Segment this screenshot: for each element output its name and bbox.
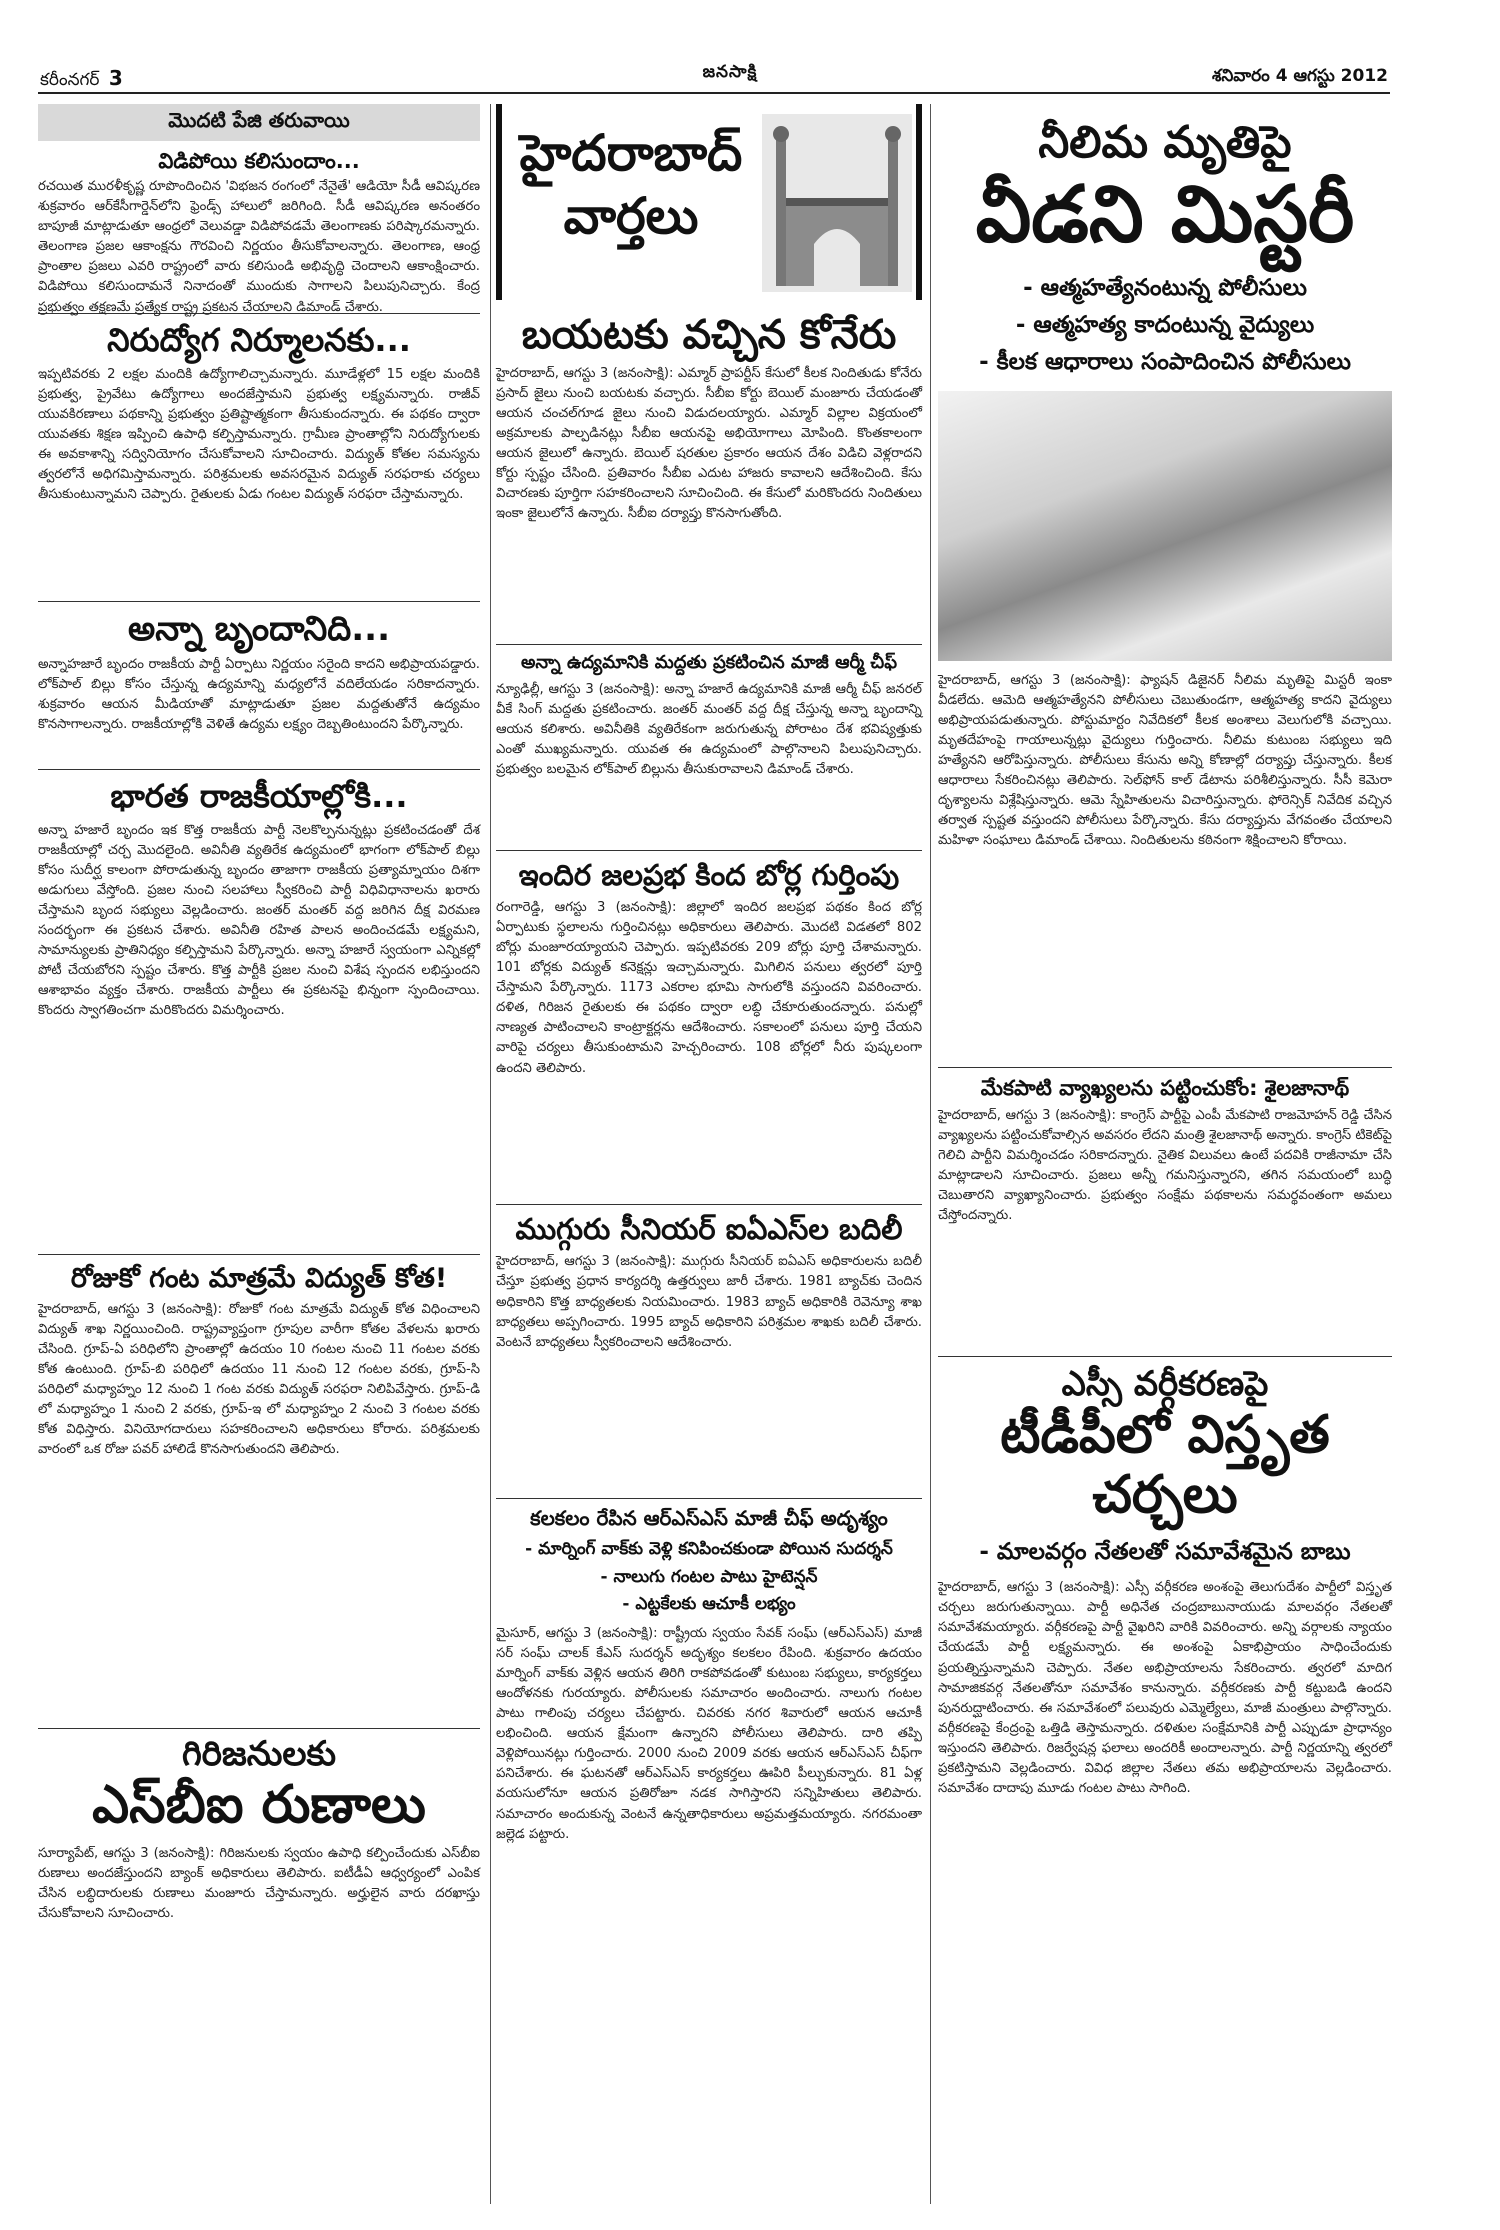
article-mekapati-body: హైదరాబాద్, ఆగస్టు 3 (జనంసాక్షి): కాంగ్రెస్ పార్టీపై ఎంపీ మేకపాటి రాజమోహన్ రెడ్డి చేసిన వ్యాఖ్యలను పట్టించుకోవాల్సిన అవసరం లేదని మంత్రి శైలజానాథ్ అన్నారు. కాంగ్రెస్ టికెట్‌పై గెలిచి పార్టీని విమర్శించడం సరికాదన్నారు. నైతిక విలువలు ఉంటే పదవికి రాజీనామా చేసి మాట్లాడాలని సూచించారు. ప్రజలు అన్నీ గమనిస్తున్నారని, తగిన సమయంలో బుద్ధి చెబుతారని వ్యాఖ్యానించారు. ప్రభుత్వం సంక్షేమ పథకాలను సమర్థవంతంగా అమలు చేస్తోందన్నారు.: [938, 1107, 1392, 1224]
article-rss-headline: కలకలం రేపిన ఆర్ఎస్ఎస్ మాజీ చీఫ్ అదృశ్యం: [530, 1506, 888, 1531]
separator: [38, 1728, 480, 1729]
article-sc-body: హైదరాబాద్, ఆగస్టు 3 (జనంసాక్షి): ఎస్సీ వర్గీకరణ అంశంపై తెలుగుదేశం పార్టీలో విస్తృత చర్చలు జరుగుతున్నాయి. పార్టీ అధినేత చంద్రబాబునాయుడు మాలవర్గం నేతలతో సమావేశమయ్యారు. వర్గీకరణపై పార్టీ వైఖరిని వారికి వివరించారు. అన్ని వర్గాలకు న్యాయం చేయడమే పార్టీ లక్ష్యమన్నారు. ఈ అంశంపై ఏకాభిప్రాయం సాధించేందుకు ప్రయత్నిస్తున్నామని చెప్పారు. నేతల అభిప్రాయాలను సేకరించారు. త్వరలో మాదిగ సామాజికవర్గ నేతలతోనూ సమావేశం కానున్నారు. వర్గీకరణకు పార్టీ కట్టుబడి ఉందని పునరుద్ఘాటించారు. ఈ సమావేశంలో పలువురు ఎమ్మెల్యేలు, మాజీ మంత్రులు పాల్గొన్నారు. వర్గీకరణపై కేంద్రంపై ఒత్తిడి తెస్తామన్నారు. దళితుల సంక్షేమానికి పార్టీ ఎప్పుడూ ప్రాధాన్యం ఇస్తుందని తెలిపారు. రిజర్వేషన్ల ఫలాలు అందరికీ అందాలన్నారు. పార్టీ నిర్ణయాన్ని త్వరలో ప్రకటిస్తామని వెల్లడించారు. వివిధ జిల్లాల నేతలు తమ అభిప్రాయాలను వెల్లడించారు. సమావేశం దాదాపు మూడు గంటల పాటు సాగింది.: [938, 1580, 1392, 1796]
separator: [496, 850, 922, 851]
article-neelima-headline: వీడని మిస్టరీ: [975, 169, 1355, 260]
article-sbi-kicker: గిరిజనులకు: [181, 1733, 337, 1774]
middle-column: [496, 104, 922, 2054]
article-sc-subhead: - మాలవర్గం నేతలతో సమావేశమైన బాబు: [979, 1538, 1351, 1565]
article-jalaprabha-body: రంగారెడ్డి, ఆగస్టు 3 (జనంసాక్షి): జిల్లాలో ఇందిర జలప్రభ పథకం కింద బోర్ల ఏర్పాటుకు స్థలాలను గుర్తించినట్లు అధికారులు తెలిపారు. మొదటి విడతలో 802 బోర్లు మంజూరయ్యాయని చెప్పారు. ఇప్పటివరకు 209 బోర్లు పూర్తి చేశామన్నారు. 101 బోర్లకు విద్యుత్ కనెక్షన్లు ఇచ్చామన్నారు. మిగిలిన పనులు త్వరలో పూర్తి చేస్తామని పేర్కొన్నారు. 1173 ఎకరాల భూమి సాగులోకి వస్తుందని వివరించారు. దళిత, గిరిజన రైతులకు ఈ పథకం ద్వారా లబ్ధి చేకూరుతుందన్నారు. పనుల్లో నాణ్యత పాటించాలని కాంట్రాక్టర్లను ఆదేశించారు. సకాలంలో పనులు పూర్తి చేయని వారిపై చర్యలు తీసుకుంటామని హెచ్చరించారు. 108 బోర్లలో నీరు పుష్కలంగా ఉందని తెలిపారు.: [496, 900, 922, 1076]
separator: [38, 601, 480, 602]
column-divider-right: [930, 104, 931, 2204]
issue-date: శనివారం 4 ఆగస్టు 2012: [1212, 66, 1388, 86]
hyderabad-news-banner: [496, 104, 922, 300]
article-ias-headline: ముగ్గురు సీనియర్ ఐఏఎస్‌ల బదిలీ: [515, 1212, 903, 1247]
article-neelima-subhead-1: - ఆత్మహత్యేనంటున్న పోలీసులు: [1023, 275, 1307, 302]
article-vidipoyi-headline: విడిపోయి కలిసుందాం...: [158, 149, 360, 173]
page-label: [40, 66, 123, 94]
article-bharata-headline: భారత రాజకీయాల్లోకి...: [110, 777, 408, 816]
article-koneru-headline: బయటకు వచ్చిన కోనేరు: [521, 312, 897, 358]
charminar-icon: [762, 114, 912, 292]
article-anna-brundam-body: అన్నాహజారే బృందం రాజకీయ పార్టీ ఏర్పాటు నిర్ణయం సరైంది కాదని అభిప్రాయపడ్డారు. లోక్‌పాల్ బిల్లు కోసం చేస్తున్న ఉద్యమాన్ని మధ్యలోనే వదిలేయడం సరికాదన్నారు. శుక్రవారం ఆయన మీడియాతో మాట్లాడుతూ ప్రజల మద్దతుతోనే ఉద్యమం కొనసాగాలన్నారు. రాజకీయాల్లోకి వెళితే ఉద్యమ లక్ష్యం దెబ్బతింటుందని పేర్కొన్నారు.: [38, 657, 480, 733]
article-mekapati-headline: మేకపాటి వ్యాఖ్యలను పట్టించుకోం: శైలజానాథ్: [980, 1075, 1350, 1100]
article-army-chief-body: న్యూఢిల్లీ, ఆగస్టు 3 (జనంసాక్షి): అన్నా హజారే ఉద్యమానికి మాజీ ఆర్మీ చీఫ్ జనరల్ వీకే సింగ్ మద్దతు ప్రకటించారు. జంతర్ మంతర్ వద్ద దీక్ష చేస్తున్న అన్నా బృందాన్ని ఆయన కలిశారు. అవినీతికి వ్యతిరేకంగా జరుగుతున్న పోరాటం దేశ భవిష్యత్తుకు ఎంతో ముఖ్యమన్నారు. యువత ఈ ఉద్యమంలో పాల్గొనాలని పిలుపునిచ్చారు. ప్రభుత్వం బలమైన లోక్‌పాల్ బిల్లును తీసుకురావాలని డిమాండ్ చేశారు.: [496, 681, 922, 777]
article-vidyut-headline: రోజుకో గంట మాత్రమే విద్యుత్ కోత!: [70, 1262, 448, 1294]
separator: [496, 644, 922, 645]
section-band-continued: మొదటి పేజి తరువాయి: [38, 104, 480, 141]
article-rss-subhead-1: - మార్నింగ్ వాక్‌కు వెళ్లి కనిపించకుండా పోయిన సుదర్శన్: [525, 1539, 893, 1560]
article-army-chief-headline: అన్నా ఉద్యమానికి మద్దతు ప్రకటించిన మాజీ ఆర్మీ చీఫ్: [521, 652, 897, 673]
left-column: [38, 104, 480, 1964]
separator: [38, 1254, 480, 1255]
article-anna-brundam-headline: అన్నా బృందానిది...: [128, 608, 390, 649]
article-koneru-body: హైదరాబాద్, ఆగస్టు 3 (జనంసాక్షి): ఎమ్మార్ ప్రాపర్టీస్ కేసులో కీలక నిందితుడు కోనేరు ప్రసాద్ జైలు నుంచి బయటకు వచ్చారు. సీబీఐ కోర్టు బెయిల్ మంజూరు చేయడంతో ఆయన చంచల్‌గూడ జైలు నుంచి విడుదలయ్యారు. ఎమ్మార్ విల్లాల విక్రయంలో అక్రమాలకు పాల్పడినట్లు సీబీఐ ఆయనపై అభియోగాలు మోపింది. కొంతకాలంగా ఆయన జైలులో ఉన్నారు. బెయిల్ షరతుల ప్రకారం ఆయన దేశం విడిచి వెళ్లరాదని కోర్టు స్పష్టం చేసింది. ప్రతివారం సీబీఐ ఎదుట హాజరు కావాలని ఆదేశించింది. కేసు విచారణకు పూర్తిగా సహకరించాలని సూచించింది. ఈ కేసులో మరికొందరు నిందితులు ఇంకా జైలులోనే ఉన్నారు. సీబీఐ దర్యాప్తు కొనసాగుతోంది.: [496, 366, 922, 522]
news-photo: [938, 391, 1392, 661]
article-ias-body: హైదరాబాద్, ఆగస్టు 3 (జనంసాక్షి): ముగ్గురు సీనియర్ ఐఏఎస్ అధికారులను బదిలీ చేస్తూ ప్రభుత్వ ప్రధాన కార్యదర్శి ఉత్తర్వులు జారీ చేశారు. 1981 బ్యాచ్‌కు చెందిన అధికారిని కొత్త బాధ్యతలకు నియమించారు. 1983 బ్యాచ్ అధికారికి రెవెన్యూ శాఖ బాధ్యతలు అప్పగించారు. 1995 బ్యాచ్ అధికారిని పరిశ్రమల శాఖకు బదిలీ చేశారు. వెంటనే బాధ్యతలు స్వీకరించాలని ఆదేశించారు.: [496, 1254, 922, 1350]
article-neelima-subhead-3: - కీలక ఆధారాలు సంపాదించిన పోలీసులు: [979, 348, 1351, 375]
district-name: కరీంనగర్: [40, 70, 100, 90]
article-neelima-kicker: నీలిమ మృతిపై: [1038, 117, 1292, 168]
banner-title: హైదరాబాద్ వార్తలు: [519, 124, 743, 245]
article-neelima-body: హైదరాబాద్, ఆగస్టు 3 (జనంసాక్షి): ఫ్యాషన్ డిజైనర్ నీలిమ మృతిపై మిస్టరీ ఇంకా వీడలేదు. ఆమెది ఆత్మహత్యేనని పోలీసులు చెబుతుండగా, ఆత్మహత్య కాదని వైద్యులు అభిప్రాయపడుతున్నారు. పోస్టుమార్టం నివేదికలో కీలక అంశాలు వెలుగులోకి వచ్చాయి. మృతదేహంపై గాయాలున్నట్లు వైద్యులు గుర్తించారు. నీలిమ కుటుంబ సభ్యులు ఇది హత్యేనని ఆరోపిస్తున్నారు. పోలీసులు కేసును అన్ని కోణాల్లో దర్యాప్తు చేస్తున్నారు. కీలక ఆధారాలు సేకరించినట్లు తెలిపారు. సెల్‌ఫోన్ కాల్ డేటాను పరిశీలిస్తున్నారు. సీసీ కెమెరా దృశ్యాలను విశ్లేషిస్తున్నారు. ఆమె స్నేహితులను విచారిస్తున్నారు. ఫోరెన్సిక్ నివేదిక వచ్చిన తర్వాత స్పష్టత వస్తుందని పోలీసులు పేర్కొన్నారు. కేసు దర్యాప్తును వేగవంతం చేయాలని మహిళా సంఘాలు డిమాండ్ చేశాయి. నిందితులను కఠినంగా శిక్షించాలని కోరాయి.: [938, 672, 1392, 849]
article-vidipoyi-body: రచయిత మురళీకృష్ణ రూపొందించిన 'విభజన రంగంలో నేనైతే' ఆడియో సీడీ ఆవిష్కరణ శుక్రవారం ఆర్‌కేసీగార్డెన్‌లోని ఫ్రెండ్స్ హాలులో జరిగింది. సీడీ ఆవిష్కరణ అనంతరం బాపూజీ మాట్లాడుతూ ఆంధ్రలో వెలువడ్డా విడిపోవడమే తెలంగాణకు పరిష్కారమన్నారు. తెలంగాణ ప్రజల ఆకాంక్షను గౌరవించి నిర్ణయం తీసుకోవాలన్నారు. తెలంగాణ, ఆంధ్ర ప్రాంతాల ప్రజలు ఎవరి రాష్ట్రంలో వారు కలిసుండి అభివృద్ధి చెందాలని ఆకాంక్షించారు. విడిపోయి కలిసుందామనే నినాదంతో ముందుకు సాగాలని పిలుపునిచ్చారు. కేంద్ర ప్రభుత్వం తక్షణమే ప్రత్యేక రాష్ట్ర ప్రకటన చేయాలని డిమాండ్ చేశారు.: [38, 179, 480, 315]
article-rss-subhead-3: - ఎట్టకేలకు ఆచూకీ లభ్యం: [622, 1593, 796, 1614]
article-jalaprabha-headline: ఇందిర జలప్రభ కింద బోర్ల గుర్తింపు: [518, 857, 900, 892]
column-divider-left: [490, 104, 491, 2204]
article-nirudyoga-headline: నిరుద్యోగ నిర్మూలనకు...: [107, 321, 411, 360]
separator: [938, 1067, 1392, 1068]
article-bharata-body: అన్నా హజారే బృందం ఇక కొత్త రాజకీయ పార్టీ నెలకొల్పనున్నట్లు ప్రకటించడంతో దేశ రాజకీయాల్లో చర్చ మొదలైంది. అవినీతి వ్యతిరేక ఉద్యమంలో భాగంగా లోక్‌పాల్ బిల్లు కోసం సుదీర్ఘ కాలంగా పోరాడుతున్న బృందం తాజాగా రాజకీయ ప్రత్యామ్నాయం దిశగా అడుగులు వేస్తోంది. ప్రజల నుంచి సలహాలు స్వీకరించి పార్టీ విధివిధానాలను ఖరారు చేస్తామని బృంద సభ్యులు వెల్లడించారు. జంతర్ మంతర్ వద్ద జరిగిన దీక్ష విరమణ సందర్భంగా ఈ ప్రకటన చేశారు. అవినీతి రహిత పాలన అందించడమే లక్ష్యమని, సామాన్యులకు ప్రాతినిధ్యం కల్పిస్తామని పేర్కొన్నారు. అన్నా హజారే స్వయంగా ఎన్నికల్లో పోటీ చేయబోరని స్పష్టం చేశారు. కొత్త పార్టీకి ప్రజల నుంచి విశేష స్పందన లభిస్తుందని ఆశాభావం వ్యక్తం చేశారు. రాజకీయ పార్టీలు ఈ ప్రకటనపై భిన్నంగా స్పందించాయి. కొందరు స్వాగతించగా మరికొందరు విమర్శించారు.: [38, 822, 480, 1019]
article-nirudyoga-body: ఇప్పటివరకు 2 లక్షల మందికి ఉద్యోగాలిచ్చామన్నారు. మూడేళ్లలో 15 లక్షల మందికి ప్రభుత్వ, ప్రైవేటు ఉద్యోగాలు అందజేస్తామని ప్రభుత్వ లక్ష్యమన్నారు. రాజీవ్ యువకిరణాలు పథకాన్ని ప్రభుత్వం ప్రతిష్టాత్మకంగా తీసుకుందన్నారు. ఈ పథకం ద్వారా యువతకు శిక్షణ ఇప్పించి ఉపాధి కల్పిస్తామన్నారు. గ్రామీణ ప్రాంతాల్లోని నిరుద్యోగులకు ఈ అవకాశాన్ని సద్వినియోగం చేసుకోవాలని సూచించారు. విద్యుత్ కోతల సమస్యను త్వరలోనే అధిగమిస్తామన్నారు. పరిశ్రమలకు అవసరమైన విద్యుత్ సరఫరాకు చర్యలు తీసుకుంటున్నామని చెప్పారు. రైతులకు ఏడు గంటల విద్యుత్ సరఫరా చేస్తామన్నారు.: [38, 366, 480, 503]
right-column: [938, 104, 1392, 2048]
article-sbi-headline: ఎస్‌బీఐ రుణాలు: [92, 1774, 426, 1835]
article-vidyut-body: హైదరాబాద్, ఆగస్టు 3 (జనంసాక్షి): రోజుకో గంట మాత్రమే విద్యుత్ కోత విధించాలని విద్యుత్ శాఖ నిర్ణయించింది. రాష్ట్రవ్యాప్తంగా గ్రూపుల వారీగా కోతల వేళలను ఖరారు చేసింది. గ్రూప్-ఏ పరిధిలోని ప్రాంతాల్లో ఉదయం 10 గంటల నుంచి 11 గంటల వరకు కోత ఉంటుంది. గ్రూప్-బి పరిధిలో ఉదయం 11 నుంచి 12 గంటల వరకు, గ్రూప్-సి పరిధిలో మధ్యాహ్నం 12 నుంచి 1 గంట వరకు విద్యుత్ సరఫరా నిలిపివేస్తారు. గ్రూప్-డి లో మధ్యాహ్నం 1 నుంచి 2 వరకు, గ్రూప్-ఇ లో మధ్యాహ్నం 2 నుంచి 3 గంటల వరకు కోత విధిస్తారు. వినియోగదారులు సహకరించాలని అధికారులు కోరారు. పరిశ్రమలకు వారంలో ఒక రోజు పవర్ హాలిడే కొనసాగుతుందని తెలిపారు.: [38, 1301, 480, 1458]
article-neelima-subhead-2: - ఆత్మహత్య కాదంటున్న వైద్యులు: [1015, 312, 1315, 339]
separator: [496, 1204, 922, 1205]
article-sc-headline: టీడీపీలో విస్తృత చర్చలు: [1000, 1404, 1330, 1525]
article-rss-subhead-2: - నాలుగు గంటల పాటు హైటెన్షన్: [600, 1566, 818, 1587]
separator: [496, 1498, 922, 1499]
article-sc-kicker: ఎస్సీ వర్గీకరణపై: [1061, 1363, 1269, 1404]
article-sbi-body: సూర్యాపేట్, ఆగస్టు 3 (జనంసాక్షి): గిరిజనులకు స్వయం ఉపాధి కల్పించేందుకు ఎస్‌బీఐ రుణాలు అందజేస్తుందని బ్యాంక్ అధికారులు తెలిపారు. ఐటీడీఏ ఆధ్వర్యంలో ఎంపిక చేసిన లబ్ధిదారులకు రుణాలు మంజూరు చేస్తామన్నారు. అర్హులైన వారు దరఖాస్తు చేసుకోవాలని సూచించారు.: [38, 1845, 480, 1921]
page-number: 3: [108, 66, 123, 90]
separator: [938, 1356, 1392, 1357]
article-rss-body: మైసూర్, ఆగస్టు 3 (జనంసాక్షి): రాష్ట్రీయ స్వయం సేవక్ సంఘ్ (ఆర్ఎస్ఎస్) మాజీ సర్ సంఘ్ చాలక్ కేఎస్ సుదర్శన్ అదృశ్యం కలకలం రేపింది. శుక్రవారం ఉదయం మార్నింగ్ వాక్‌కు వెళ్లిన ఆయన తిరిగి రాకపోవడంతో కుటుంబ సభ్యులు, కార్యకర్తలు ఆందోళనకు గురయ్యారు. పోలీసులకు సమాచారం అందించారు. నాలుగు గంటల పాటు గాలింపు చర్యలు చేపట్టారు. చివరకు నగర శివారులో ఆయన ఆచూకీ లభించింది. ఆయన క్షేమంగా ఉన్నారని పోలీసులు తెలిపారు. దారి తప్పి వెళ్లిపోయినట్లు గుర్తించారు. 2000 నుంచి 2009 వరకు ఆయన ఆర్ఎస్ఎస్ చీఫ్‌గా పనిచేశారు. ఈ ఘటనతో ఆర్ఎస్ఎస్ కార్యకర్తలు ఊపిరి పీల్చుకున్నారు. 81 ఏళ్ల వయసులోనూ ఆయన ప్రతిరోజూ నడక సాగిస్తారని సన్నిహితులు తెలిపారు. సమాచారం అందుకున్న వెంటనే ఉన్నతాధికారులు అప్రమత్తమయ్యారు. నగరమంతా జల్లెడ పట్టారు.: [496, 1625, 922, 1842]
separator: [38, 769, 480, 770]
masthead-logo: జనసాక్షి: [702, 62, 758, 82]
